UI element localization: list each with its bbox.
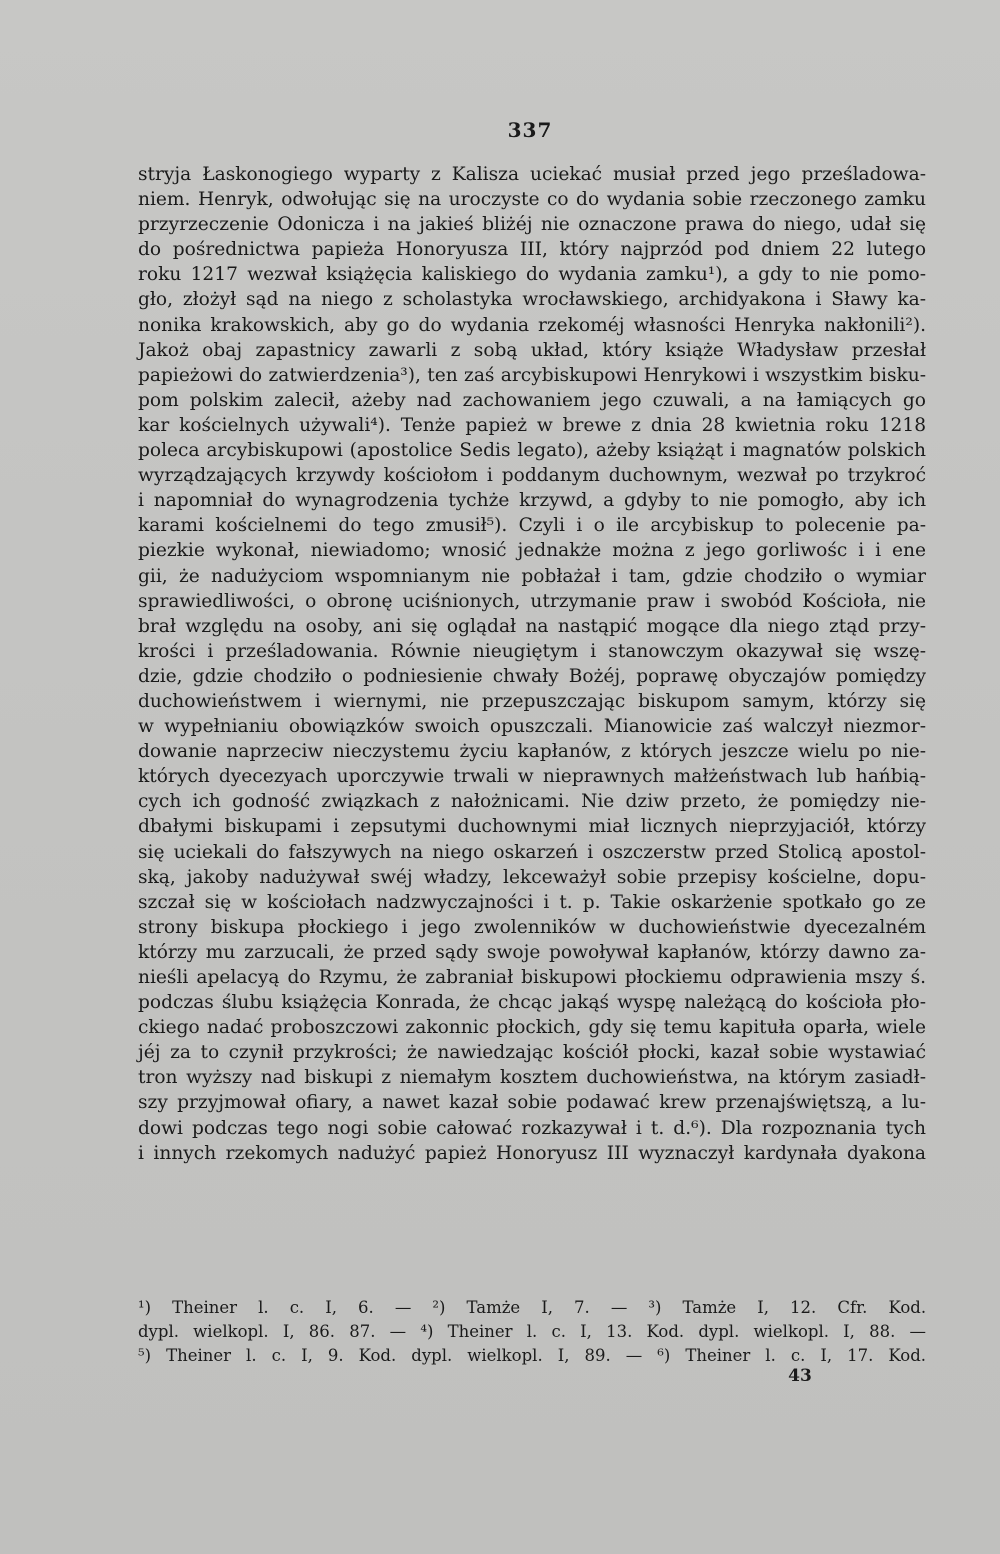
text-line: i innych rzekomych nadużyć papież Honoryusz III wyznaczył kardynała dyakona [138,1142,927,1164]
text-line: podczas ślubu książęcia Konrada, że chcąc jakąś wyspę należącą do kościoła pło- [138,992,926,1014]
text-line: dowi podczas tego nogi sobie całować rozkazywał i t. d.⁶). Dla rozpoznania tych [138,1117,926,1139]
text-line: stryja Łaskonogiego wyparty z Kalisza uciekać musiał przed jego prześladowa- [138,164,926,185]
footnote-line: ¹) Theiner l. c. I, 6. — ²) Tamże I, 7. — ³) Tamże I, 12. Cfr. Kod. [138,1298,927,1317]
text-line: których dyecezyach uporczywie trwali w nieprawnych małżeństwach lub hańbią- [138,766,926,788]
footnote-line: ⁵) Theiner l. c. I, 9. Kod. dypl. wielkopl. I, 89. — ⁶) Theiner l. c. I, 17. Kod. [138,1346,926,1365]
text-line: krości i prześladowania. Równie nieugiętym i stanowczym okazywał się wszę- [138,640,926,662]
text-line: dbałymi biskupami i zepsutymi duchownymi miał licznych nieprzyjaciół, którzy [138,816,927,838]
printer-signature-mark: 43 [788,1366,812,1386]
text-line: Jakoż obaj zapastnicy zawarli z sobą układ, który książe Władysław przesłał [138,339,926,361]
text-line: wyrządzających krzywdy kościołom i poddanym duchownym, wezwał po trzykroć [138,465,926,487]
text-line: sprawiedliwości, o obronę uciśnionych, utrzymanie praw i swobód Kościoła, nie [138,590,926,612]
text-line: dowanie naprzeciw nieczystemu życiu kapłanów, z których jeszcze wielu po nie- [138,741,927,763]
text-line: niem. Henryk, odwołując się na uroczyste co do wydania sobie rzeczonego zamku [138,189,926,211]
text-line: nieśli apelacyą do Rzymu, że zabraniał biskupowi płockiemu odprawienia mszy ś. [138,967,927,988]
text-line: brał względu na osoby, ani się oglądał na nastąpić mogące dla niego ztąd przy- [138,615,926,637]
text-line: poleca arcybiskupowi (apostolice Sedis legato), ażeby książąt i magnatów polskich [138,440,926,462]
text-line: ckiego nadać proboszczowi zakonnic płockich, gdy się temu kapituła oparła, wiele [138,1017,926,1039]
text-line: gii, że nadużyciom wspomnianym nie pobłażał i tam, gdzie chodziło o wymiar [138,565,927,587]
text-line: się uciekali do fałszywych na niego oskarzeń i oszczerstw przed Stolicą apostol- [138,841,926,863]
footnotes [138,1296,926,1368]
text-line: duchowieństwem i wiernymi, nie przepuszczając biskupom samym, którzy się [138,690,926,712]
text-line: gło, złożył sąd na niego z scholastyka wrocławskiego, archidyakona i Sławy ka- [138,289,927,311]
body-text [138,162,926,1166]
text-line: papieżowi do zatwierdzenia³), ten zaś arcybiskupowi Henrykowi i wszystkim bisku- [138,364,927,386]
text-line: nonika krakowskich, aby go do wydania rzekoméj własności Henryka nakłonili²). [138,314,926,336]
text-line: do pośrednictwa papieża Honoryusza III, który najprzód pod dniem 22 lutego [138,239,927,261]
text-line: pom polskim zalecił, ażeby nad zachowaniem jego czuwali, a na łamiących go [138,389,926,411]
text-line: piezkie wykonał, niewiadomo; wnosić jednakże można z jego gorliwośc i i ene [138,540,926,562]
text-line: karami kościelnemi do tego zmusił⁵). Czyli i o ile arcybiskup to polecenie pa- [138,515,927,537]
text-line: przyrzeczenie Odonicza i na jakieś bliżéj nie oznaczone prawa do niego, udał się [138,214,927,236]
text-line: którzy mu zarzucali, że przed sądy swoje powoływał kapłanów, którzy dawno za- [138,941,926,963]
text-line: tron wyższy nad biskupi z niemałym kosztem duchowieństwa, na którym zasiadł- [138,1067,926,1089]
text-line: kar kościelnych używali⁴). Tenże papież w brewe z dnia 28 kwietnia roku 1218 [138,414,927,436]
text-line: szczał się w kościołach nadzwyczajności i t. p. Takie oskarżenie spotkało go ze [138,891,927,913]
text-line: i napomniał do wynagrodzenia tychże krzywd, a gdyby to nie pomogło, aby ich [138,490,927,512]
text-line: roku 1217 wezwał książęcia kaliskiego do wydania zamku¹), a gdy to nie pomo- [138,264,927,286]
text-line: cych ich godność związkach z nałożnicami. Nie dziw przeto, że pomiędzy nie- [138,791,926,813]
text-line: ską, jakoby nadużywał swéj władzy, lekceważył sobie przepisy kościelne, dopu- [138,866,927,888]
text-line: jéj za to czynił przykrości; że nawiedzając kościół płocki, kazał sobie wystawiać [138,1042,926,1064]
text-line: szy przyjmował ofiary, a nawet kazał sobie podawać krew przenajświętszą, a lu- [138,1092,927,1114]
page-number: 337 [507,118,553,142]
text-line: w wypełnianiu obowiązków swoich opuszczali. Mianowicie zaś walczył niezmor- [138,716,927,738]
text-line: strony biskupa płockiego i jego zwolenników w duchowieństwie dyecezalném [138,916,926,938]
text-line: dzie, gdzie chodziło o podniesienie chwały Bożéj, poprawę obyczajów pomiędzy [138,665,926,687]
footnote-line: dypl. wielkopl. I, 86. 87. — ⁴) Theiner l. c. I, 13. Kod. dypl. wielkopl. I, 88. — [138,1322,927,1341]
